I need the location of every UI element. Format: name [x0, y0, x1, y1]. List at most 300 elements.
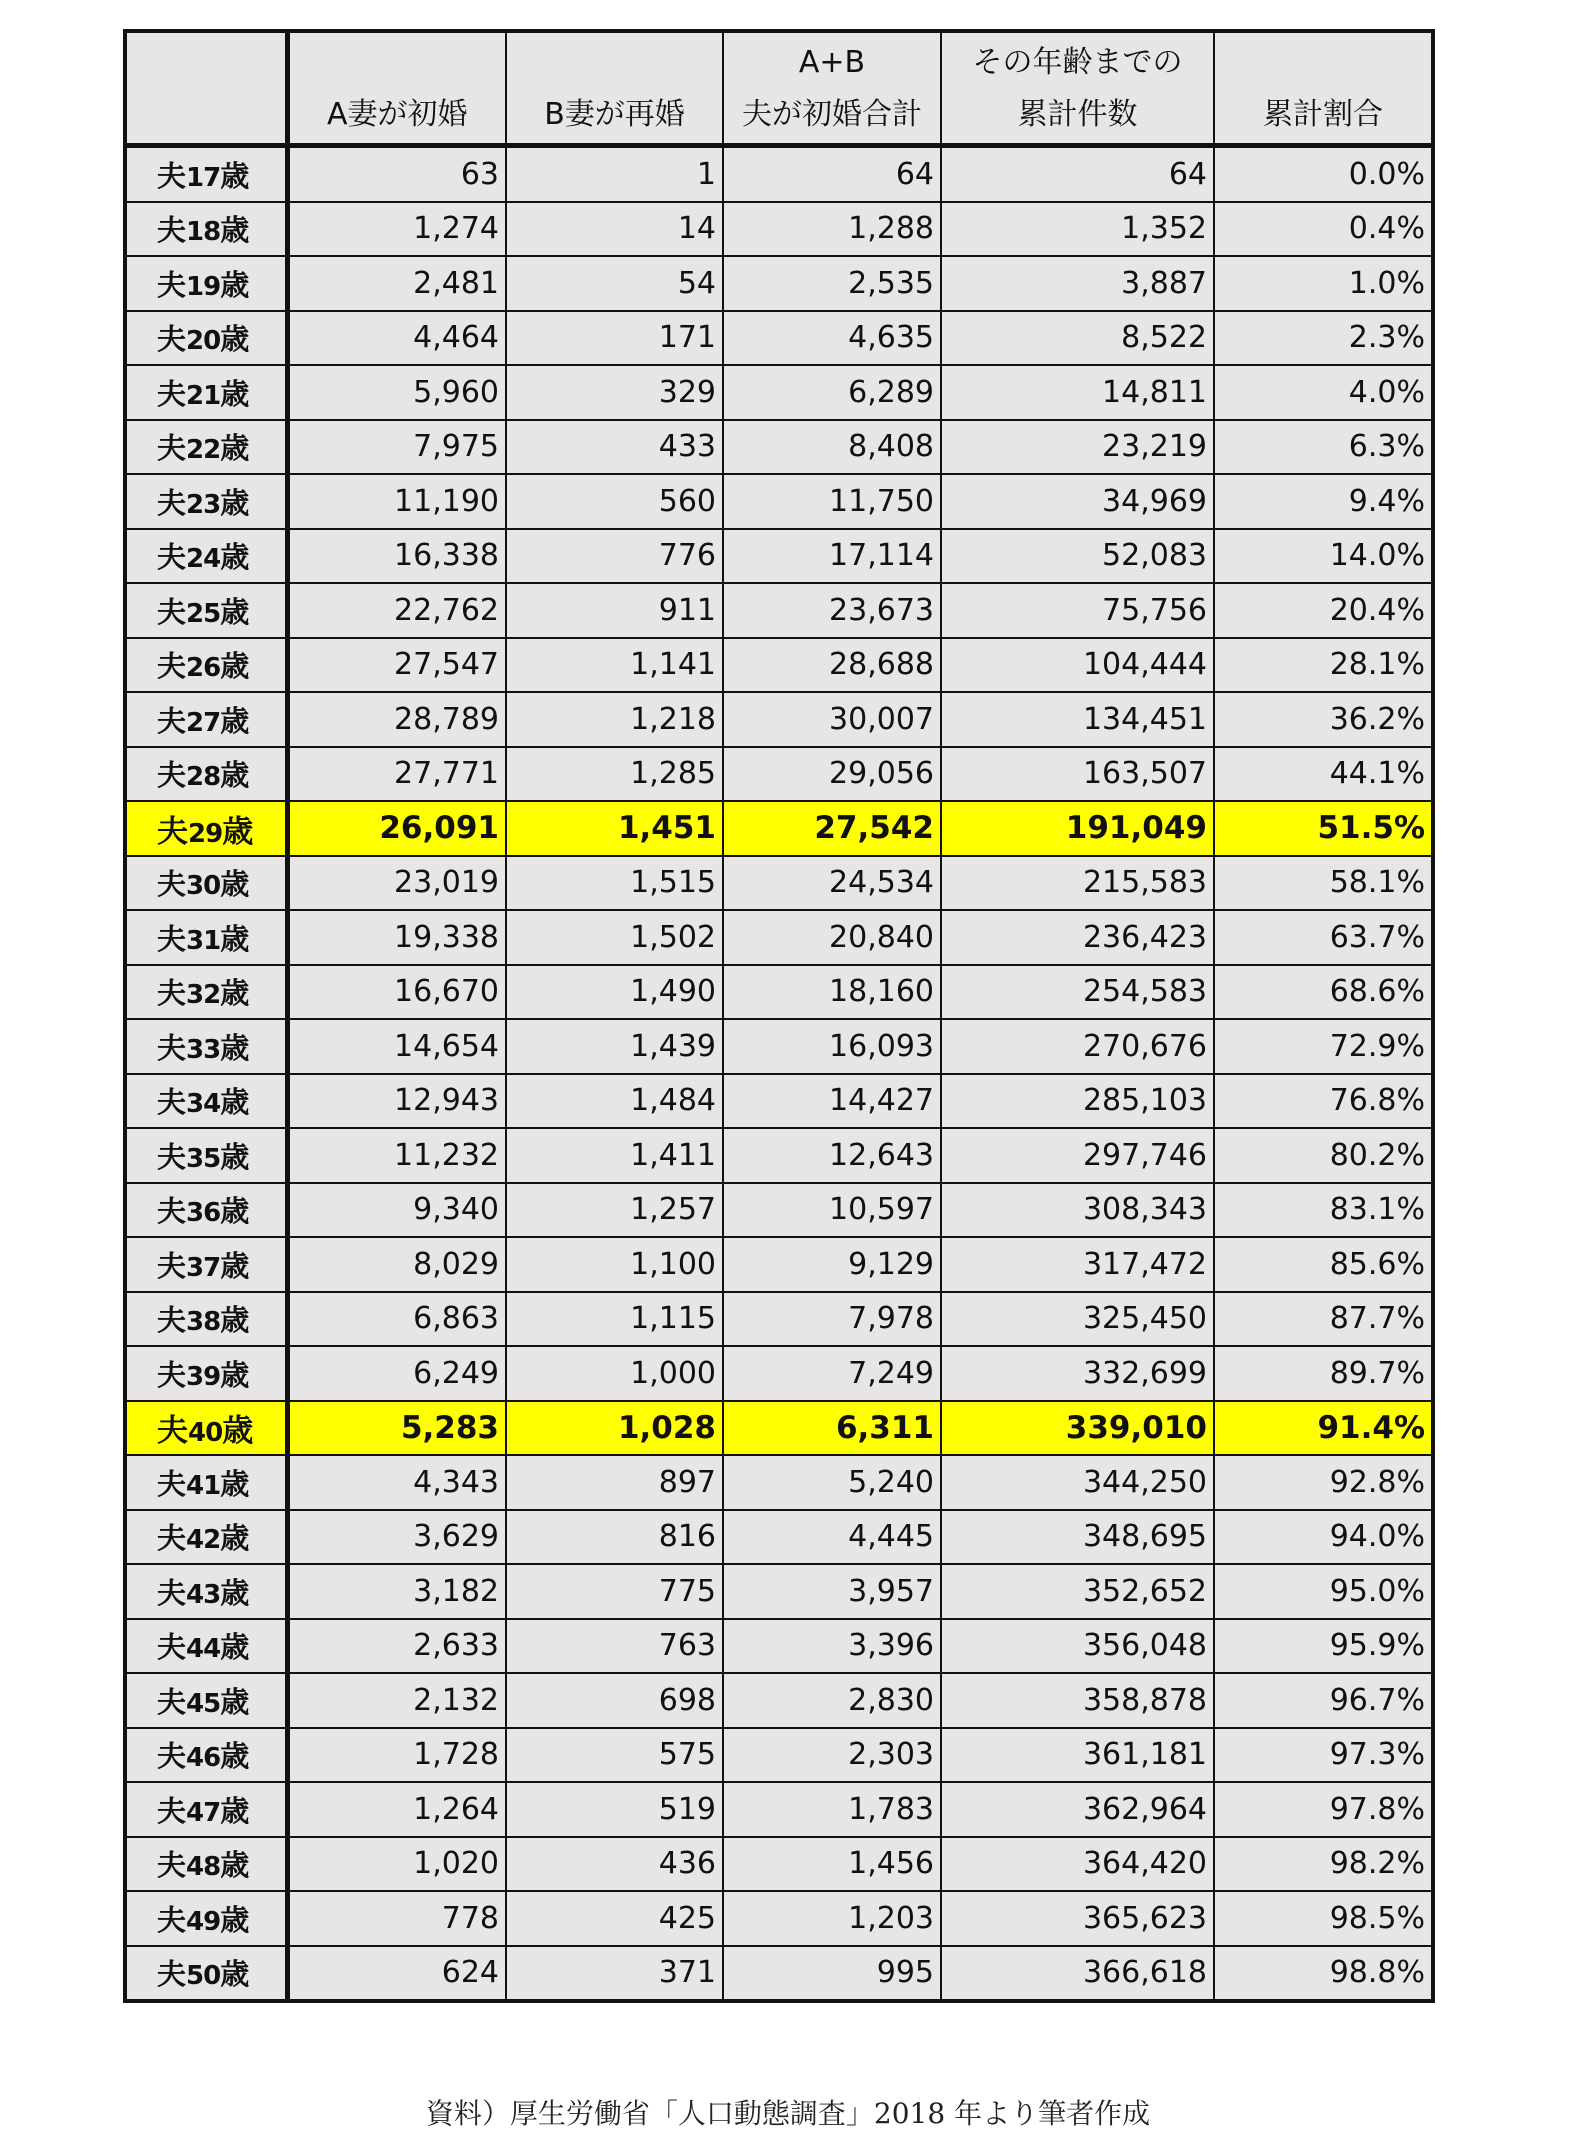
age-number: 48: [186, 1852, 221, 1883]
total-cell: 3,396: [723, 1619, 941, 1674]
header-line: [1221, 37, 1425, 89]
total-cell: 11,750: [723, 474, 941, 529]
age-prefix: 夫: [157, 1684, 187, 1719]
table-row: [125, 1619, 1433, 1674]
table-row: [125, 1891, 1433, 1946]
table-row: [125, 638, 1433, 693]
remarriage-cell: 560: [506, 474, 723, 529]
cumulative-count-cell: 75,756: [941, 583, 1214, 638]
remarriage-cell: 54: [506, 256, 723, 311]
total-cell: 23,673: [723, 583, 941, 638]
age-number: 32: [186, 980, 221, 1011]
total-cell: 6,311: [723, 1401, 941, 1456]
age-cell: [125, 202, 287, 257]
remarriage-cell: 1,490: [506, 965, 723, 1020]
remarriage-cell: 1,000: [506, 1346, 723, 1401]
cumulative-ratio-cell: 14.0%: [1214, 529, 1433, 584]
age-suffix: 歳: [220, 1521, 250, 1556]
remarriage-cell: 1,411: [506, 1128, 723, 1183]
age-cell: [125, 638, 287, 693]
table-row: [125, 420, 1433, 475]
cumulative-ratio-cell: 28.1%: [1214, 638, 1433, 693]
age-number: 42: [186, 1525, 221, 1556]
age-suffix: 歳: [220, 1630, 250, 1665]
cumulative-ratio-cell: 83.1%: [1214, 1183, 1433, 1238]
table-row: [125, 1074, 1433, 1129]
age-suffix: 歳: [220, 1466, 250, 1501]
remarriage-cell: 1,484: [506, 1074, 723, 1129]
age-prefix: 夫: [157, 1085, 187, 1120]
table-row: [125, 256, 1433, 311]
header-total: [723, 31, 941, 146]
header-first-marriage: [287, 31, 506, 146]
remarriage-cell: 1,028: [506, 1401, 723, 1456]
total-cell: 1,288: [723, 202, 941, 257]
cumulative-count-cell: 14,811: [941, 365, 1214, 420]
cumulative-count-cell: 23,219: [941, 420, 1214, 475]
total-cell: 10,597: [723, 1183, 941, 1238]
table-row-highlighted: [125, 801, 1433, 856]
age-prefix: 夫: [157, 1194, 187, 1229]
first-marriage-cell: 5,283: [287, 1401, 506, 1456]
cumulative-ratio-cell: 44.1%: [1214, 747, 1433, 802]
age-number: 45: [186, 1688, 221, 1719]
age-prefix: 夫: [157, 1303, 187, 1338]
age-cell: [125, 583, 287, 638]
age-prefix: 夫: [157, 703, 187, 738]
table-row: [125, 311, 1433, 366]
table-row: [125, 1183, 1433, 1238]
cumulative-ratio-cell: 63.7%: [1214, 910, 1433, 965]
table-row: [125, 1455, 1433, 1510]
age-suffix: 歳: [220, 1684, 250, 1719]
first-marriage-cell: 28,789: [287, 692, 506, 747]
age-cell: [125, 1401, 287, 1456]
age-number: 30: [186, 871, 221, 902]
first-marriage-cell: 27,547: [287, 638, 506, 693]
age-prefix: 夫: [157, 322, 187, 357]
age-cell: [125, 1455, 287, 1510]
age-cell: [125, 1837, 287, 1892]
age-number: 27: [186, 707, 221, 738]
remarriage-cell: 171: [506, 311, 723, 366]
age-cell: [125, 529, 287, 584]
age-prefix: 夫: [157, 1357, 187, 1392]
first-marriage-cell: 2,481: [287, 256, 506, 311]
age-prefix: 夫: [157, 213, 187, 248]
age-prefix: 夫: [157, 976, 187, 1011]
cumulative-count-cell: 8,522: [941, 311, 1214, 366]
age-suffix: 歳: [220, 1793, 250, 1828]
cumulative-ratio-cell: 95.9%: [1214, 1619, 1433, 1674]
age-number: 24: [186, 544, 221, 575]
age-suffix: 歳: [220, 1357, 250, 1392]
cumulative-ratio-cell: 92.8%: [1214, 1455, 1433, 1510]
age-number: 21: [186, 380, 221, 411]
table-row: [125, 1837, 1433, 1892]
cumulative-ratio-cell: 68.6%: [1214, 965, 1433, 1020]
age-prefix: 夫: [157, 1848, 187, 1883]
table-row: [125, 1292, 1433, 1347]
table-row: [125, 747, 1433, 802]
remarriage-cell: 776: [506, 529, 723, 584]
remarriage-cell: 763: [506, 1619, 723, 1674]
cumulative-count-cell: 317,472: [941, 1237, 1214, 1292]
cumulative-count-cell: 254,583: [941, 965, 1214, 1020]
remarriage-cell: 911: [506, 583, 723, 638]
age-prefix: 夫: [157, 158, 187, 193]
total-cell: 4,635: [723, 311, 941, 366]
first-marriage-cell: 2,132: [287, 1673, 506, 1728]
cumulative-ratio-cell: 80.2%: [1214, 1128, 1433, 1183]
age-suffix: 歳: [220, 158, 250, 193]
total-cell: 7,249: [723, 1346, 941, 1401]
age-number: 38: [186, 1307, 221, 1338]
age-prefix: 夫: [157, 1139, 187, 1174]
cumulative-ratio-cell: 20.4%: [1214, 583, 1433, 638]
age-cell: [125, 856, 287, 911]
age-suffix: 歳: [222, 1413, 254, 1450]
first-marriage-cell: 6,249: [287, 1346, 506, 1401]
age-prefix: 夫: [157, 1957, 187, 1992]
age-suffix: 歳: [220, 1085, 250, 1120]
age-number: 43: [186, 1579, 221, 1610]
age-prefix: 夫: [157, 1739, 187, 1774]
age-cell: [125, 365, 287, 420]
first-marriage-cell: 778: [287, 1891, 506, 1946]
cumulative-count-cell: 362,964: [941, 1782, 1214, 1837]
cumulative-ratio-cell: 98.2%: [1214, 1837, 1433, 1892]
cumulative-count-cell: 163,507: [941, 747, 1214, 802]
age-suffix: 歳: [220, 976, 250, 1011]
age-number: 28: [186, 762, 221, 793]
age-number: 26: [186, 653, 221, 684]
table-row: [125, 692, 1433, 747]
cumulative-count-cell: 1,352: [941, 202, 1214, 257]
age-suffix: 歳: [220, 1248, 250, 1283]
remarriage-cell: 575: [506, 1728, 723, 1783]
cumulative-ratio-cell: 58.1%: [1214, 856, 1433, 911]
total-cell: 17,114: [723, 529, 941, 584]
total-cell: 18,160: [723, 965, 941, 1020]
table-row: [125, 1510, 1433, 1565]
age-prefix: 夫: [157, 758, 187, 793]
age-cell: [125, 474, 287, 529]
first-marriage-cell: 27,771: [287, 747, 506, 802]
total-cell: 995: [723, 1946, 941, 2002]
cumulative-count-cell: 104,444: [941, 638, 1214, 693]
cumulative-ratio-cell: 95.0%: [1214, 1564, 1433, 1619]
remarriage-cell: 14: [506, 202, 723, 257]
age-prefix: 夫: [157, 813, 188, 850]
cumulative-count-cell: 52,083: [941, 529, 1214, 584]
age-prefix: 夫: [157, 1575, 187, 1610]
age-cell: [125, 420, 287, 475]
remarriage-cell: 436: [506, 1837, 723, 1892]
remarriage-cell: 425: [506, 1891, 723, 1946]
cumulative-ratio-cell: 96.7%: [1214, 1673, 1433, 1728]
cumulative-ratio-cell: 36.2%: [1214, 692, 1433, 747]
header-line: 夫が初婚合計: [742, 97, 922, 132]
age-cell: [125, 965, 287, 1020]
age-number: 41: [186, 1470, 221, 1501]
age-prefix: 夫: [157, 867, 187, 902]
marriage-age-table: [123, 29, 1435, 2003]
cumulative-count-cell: 348,695: [941, 1510, 1214, 1565]
cumulative-count-cell: 352,652: [941, 1564, 1214, 1619]
first-marriage-cell: 6,863: [287, 1292, 506, 1347]
cumulative-ratio-cell: 91.4%: [1214, 1401, 1433, 1456]
header-line: A+B: [798, 45, 866, 80]
age-number: 17: [186, 162, 221, 193]
cumulative-ratio-cell: 6.3%: [1214, 420, 1433, 475]
total-cell: 16,093: [723, 1019, 941, 1074]
cumulative-ratio-cell: 72.9%: [1214, 1019, 1433, 1074]
age-number: 20: [186, 326, 221, 357]
first-marriage-cell: 1,264: [287, 1782, 506, 1837]
remarriage-cell: 1: [506, 146, 723, 202]
table-row: [125, 1564, 1433, 1619]
age-number: 31: [186, 925, 221, 956]
total-cell: 8,408: [723, 420, 941, 475]
total-cell: 28,688: [723, 638, 941, 693]
first-marriage-cell: 3,182: [287, 1564, 506, 1619]
cumulative-count-cell: 297,746: [941, 1128, 1214, 1183]
age-prefix: 夫: [157, 540, 187, 575]
age-cell: [125, 1237, 287, 1292]
age-number: 35: [186, 1143, 221, 1174]
age-prefix: 夫: [157, 1030, 187, 1065]
table-row: [125, 583, 1433, 638]
age-suffix: 歳: [220, 485, 250, 520]
age-number: 34: [186, 1089, 221, 1120]
age-cell: [125, 692, 287, 747]
age-suffix: 歳: [220, 1848, 250, 1883]
cumulative-ratio-cell: 85.6%: [1214, 1237, 1433, 1292]
cumulative-ratio-cell: 98.5%: [1214, 1891, 1433, 1946]
first-marriage-cell: 1,728: [287, 1728, 506, 1783]
first-marriage-cell: 23,019: [287, 856, 506, 911]
age-suffix: 歳: [220, 540, 250, 575]
age-cell: [125, 1019, 287, 1074]
remarriage-cell: 1,502: [506, 910, 723, 965]
age-prefix: 夫: [157, 649, 187, 684]
age-number: 25: [186, 598, 221, 629]
age-suffix: 歳: [220, 213, 250, 248]
age-cell: [125, 256, 287, 311]
first-marriage-cell: 12,943: [287, 1074, 506, 1129]
age-prefix: 夫: [157, 485, 187, 520]
table-row: [125, 856, 1433, 911]
age-number: 39: [186, 1361, 221, 1392]
age-number: 37: [186, 1252, 221, 1283]
remarriage-cell: 1,218: [506, 692, 723, 747]
cumulative-ratio-cell: 0.0%: [1214, 146, 1433, 202]
total-cell: 2,535: [723, 256, 941, 311]
first-marriage-cell: 1,020: [287, 1837, 506, 1892]
cumulative-ratio-cell: 87.7%: [1214, 1292, 1433, 1347]
cumulative-ratio-cell: 76.8%: [1214, 1074, 1433, 1129]
cumulative-count-cell: 134,451: [941, 692, 1214, 747]
age-prefix: 夫: [157, 1466, 187, 1501]
cumulative-ratio-cell: 97.8%: [1214, 1782, 1433, 1837]
cumulative-ratio-cell: 51.5%: [1214, 801, 1433, 856]
age-number: 33: [186, 1034, 221, 1065]
cumulative-count-cell: 3,887: [941, 256, 1214, 311]
age-suffix: 歳: [220, 322, 250, 357]
first-marriage-cell: 7,975: [287, 420, 506, 475]
first-marriage-cell: 16,670: [287, 965, 506, 1020]
table-body: [125, 146, 1433, 2002]
age-suffix: 歳: [220, 867, 250, 902]
total-cell: 9,129: [723, 1237, 941, 1292]
cumulative-count-cell: 364,420: [941, 1837, 1214, 1892]
age-cell: [125, 311, 287, 366]
age-suffix: 歳: [220, 758, 250, 793]
cumulative-count-cell: 215,583: [941, 856, 1214, 911]
age-cell: [125, 1946, 287, 2002]
age-cell: [125, 146, 287, 202]
cumulative-count-cell: 191,049: [941, 801, 1214, 856]
age-number: 23: [186, 489, 221, 520]
table-header: [125, 31, 1433, 146]
table-row: [125, 1782, 1433, 1837]
age-number: 29: [188, 818, 223, 849]
age-prefix: 夫: [157, 431, 187, 466]
table-row: [125, 474, 1433, 529]
total-cell: 1,203: [723, 1891, 941, 1946]
age-cell: [125, 801, 287, 856]
age-number: 22: [186, 435, 221, 466]
age-number: 19: [186, 271, 221, 302]
cumulative-ratio-cell: 98.8%: [1214, 1946, 1433, 2002]
table-row: [125, 965, 1433, 1020]
cumulative-ratio-cell: 9.4%: [1214, 474, 1433, 529]
age-number: 50: [186, 1961, 221, 1992]
table-row: [125, 1728, 1433, 1783]
first-marriage-cell: 5,960: [287, 365, 506, 420]
total-cell: 5,240: [723, 1455, 941, 1510]
table-row: [125, 910, 1433, 965]
cumulative-count-cell: 366,618: [941, 1946, 1214, 2002]
age-cell: [125, 1292, 287, 1347]
table-row: [125, 1128, 1433, 1183]
total-cell: 24,534: [723, 856, 941, 911]
age-suffix: 歳: [220, 431, 250, 466]
total-cell: 64: [723, 146, 941, 202]
total-cell: 3,957: [723, 1564, 941, 1619]
first-marriage-cell: 2,633: [287, 1619, 506, 1674]
remarriage-cell: 433: [506, 420, 723, 475]
total-cell: 6,289: [723, 365, 941, 420]
age-suffix: 歳: [220, 1575, 250, 1610]
cumulative-ratio-cell: 1.0%: [1214, 256, 1433, 311]
age-cell: [125, 1510, 287, 1565]
cumulative-ratio-cell: 4.0%: [1214, 365, 1433, 420]
age-prefix: 夫: [157, 376, 187, 411]
table-row: [125, 146, 1433, 202]
total-cell: 12,643: [723, 1128, 941, 1183]
age-suffix: 歳: [220, 1030, 250, 1065]
age-cell: [125, 1619, 287, 1674]
remarriage-cell: 1,100: [506, 1237, 723, 1292]
cumulative-count-cell: 358,878: [941, 1673, 1214, 1728]
age-cell: [125, 1074, 287, 1129]
header-line: [513, 37, 716, 89]
first-marriage-cell: 1,274: [287, 202, 506, 257]
age-prefix: 夫: [157, 1902, 187, 1937]
header-line: その年齢までの: [972, 45, 1183, 80]
age-cell: [125, 1673, 287, 1728]
cumulative-ratio-cell: 0.4%: [1214, 202, 1433, 257]
first-marriage-cell: 22,762: [287, 583, 506, 638]
header-cumulative-ratio: [1214, 31, 1433, 146]
age-number: 47: [186, 1797, 221, 1828]
age-prefix: 夫: [157, 594, 187, 629]
header-line: [296, 37, 500, 89]
total-cell: 27,542: [723, 801, 941, 856]
age-prefix: 夫: [157, 921, 187, 956]
cumulative-count-cell: 356,048: [941, 1619, 1214, 1674]
header-line: 累計件数: [1017, 97, 1138, 132]
table-row: [125, 1237, 1433, 1292]
cumulative-count-cell: 365,623: [941, 1891, 1214, 1946]
cumulative-count-cell: 270,676: [941, 1019, 1214, 1074]
remarriage-cell: 775: [506, 1564, 723, 1619]
total-cell: 30,007: [723, 692, 941, 747]
table-row: [125, 202, 1433, 257]
header-cumulative-count: [941, 31, 1214, 146]
age-number: 36: [186, 1198, 221, 1229]
cumulative-count-cell: 344,250: [941, 1455, 1214, 1510]
age-number: 46: [186, 1743, 221, 1774]
total-cell: 1,456: [723, 1837, 941, 1892]
total-cell: 4,445: [723, 1510, 941, 1565]
age-suffix: 歳: [220, 1957, 250, 1992]
first-marriage-cell: 4,343: [287, 1455, 506, 1510]
age-cell: [125, 1564, 287, 1619]
cumulative-count-cell: 308,343: [941, 1183, 1214, 1238]
age-suffix: 歳: [220, 703, 250, 738]
cumulative-count-cell: 325,450: [941, 1292, 1214, 1347]
remarriage-cell: 1,439: [506, 1019, 723, 1074]
cumulative-ratio-cell: 89.7%: [1214, 1346, 1433, 1401]
first-marriage-cell: 8,029: [287, 1237, 506, 1292]
first-marriage-cell: 3,629: [287, 1510, 506, 1565]
header-line: 累計割合: [1263, 97, 1383, 132]
cumulative-ratio-cell: 94.0%: [1214, 1510, 1433, 1565]
first-marriage-cell: 19,338: [287, 910, 506, 965]
remarriage-cell: 816: [506, 1510, 723, 1565]
total-cell: 20,840: [723, 910, 941, 965]
first-marriage-cell: 63: [287, 146, 506, 202]
age-suffix: 歳: [220, 1902, 250, 1937]
total-cell: 1,783: [723, 1782, 941, 1837]
age-suffix: 歳: [220, 267, 250, 302]
table-row-highlighted: [125, 1401, 1433, 1456]
age-cell: [125, 1128, 287, 1183]
age-number: 49: [186, 1906, 221, 1937]
age-cell: [125, 1782, 287, 1837]
age-prefix: 夫: [157, 1521, 187, 1556]
age-number: 44: [186, 1634, 221, 1665]
age-cell: [125, 910, 287, 965]
first-marriage-cell: 11,232: [287, 1128, 506, 1183]
remarriage-cell: 1,257: [506, 1183, 723, 1238]
age-cell: [125, 1346, 287, 1401]
remarriage-cell: 329: [506, 365, 723, 420]
cumulative-ratio-cell: 97.3%: [1214, 1728, 1433, 1783]
